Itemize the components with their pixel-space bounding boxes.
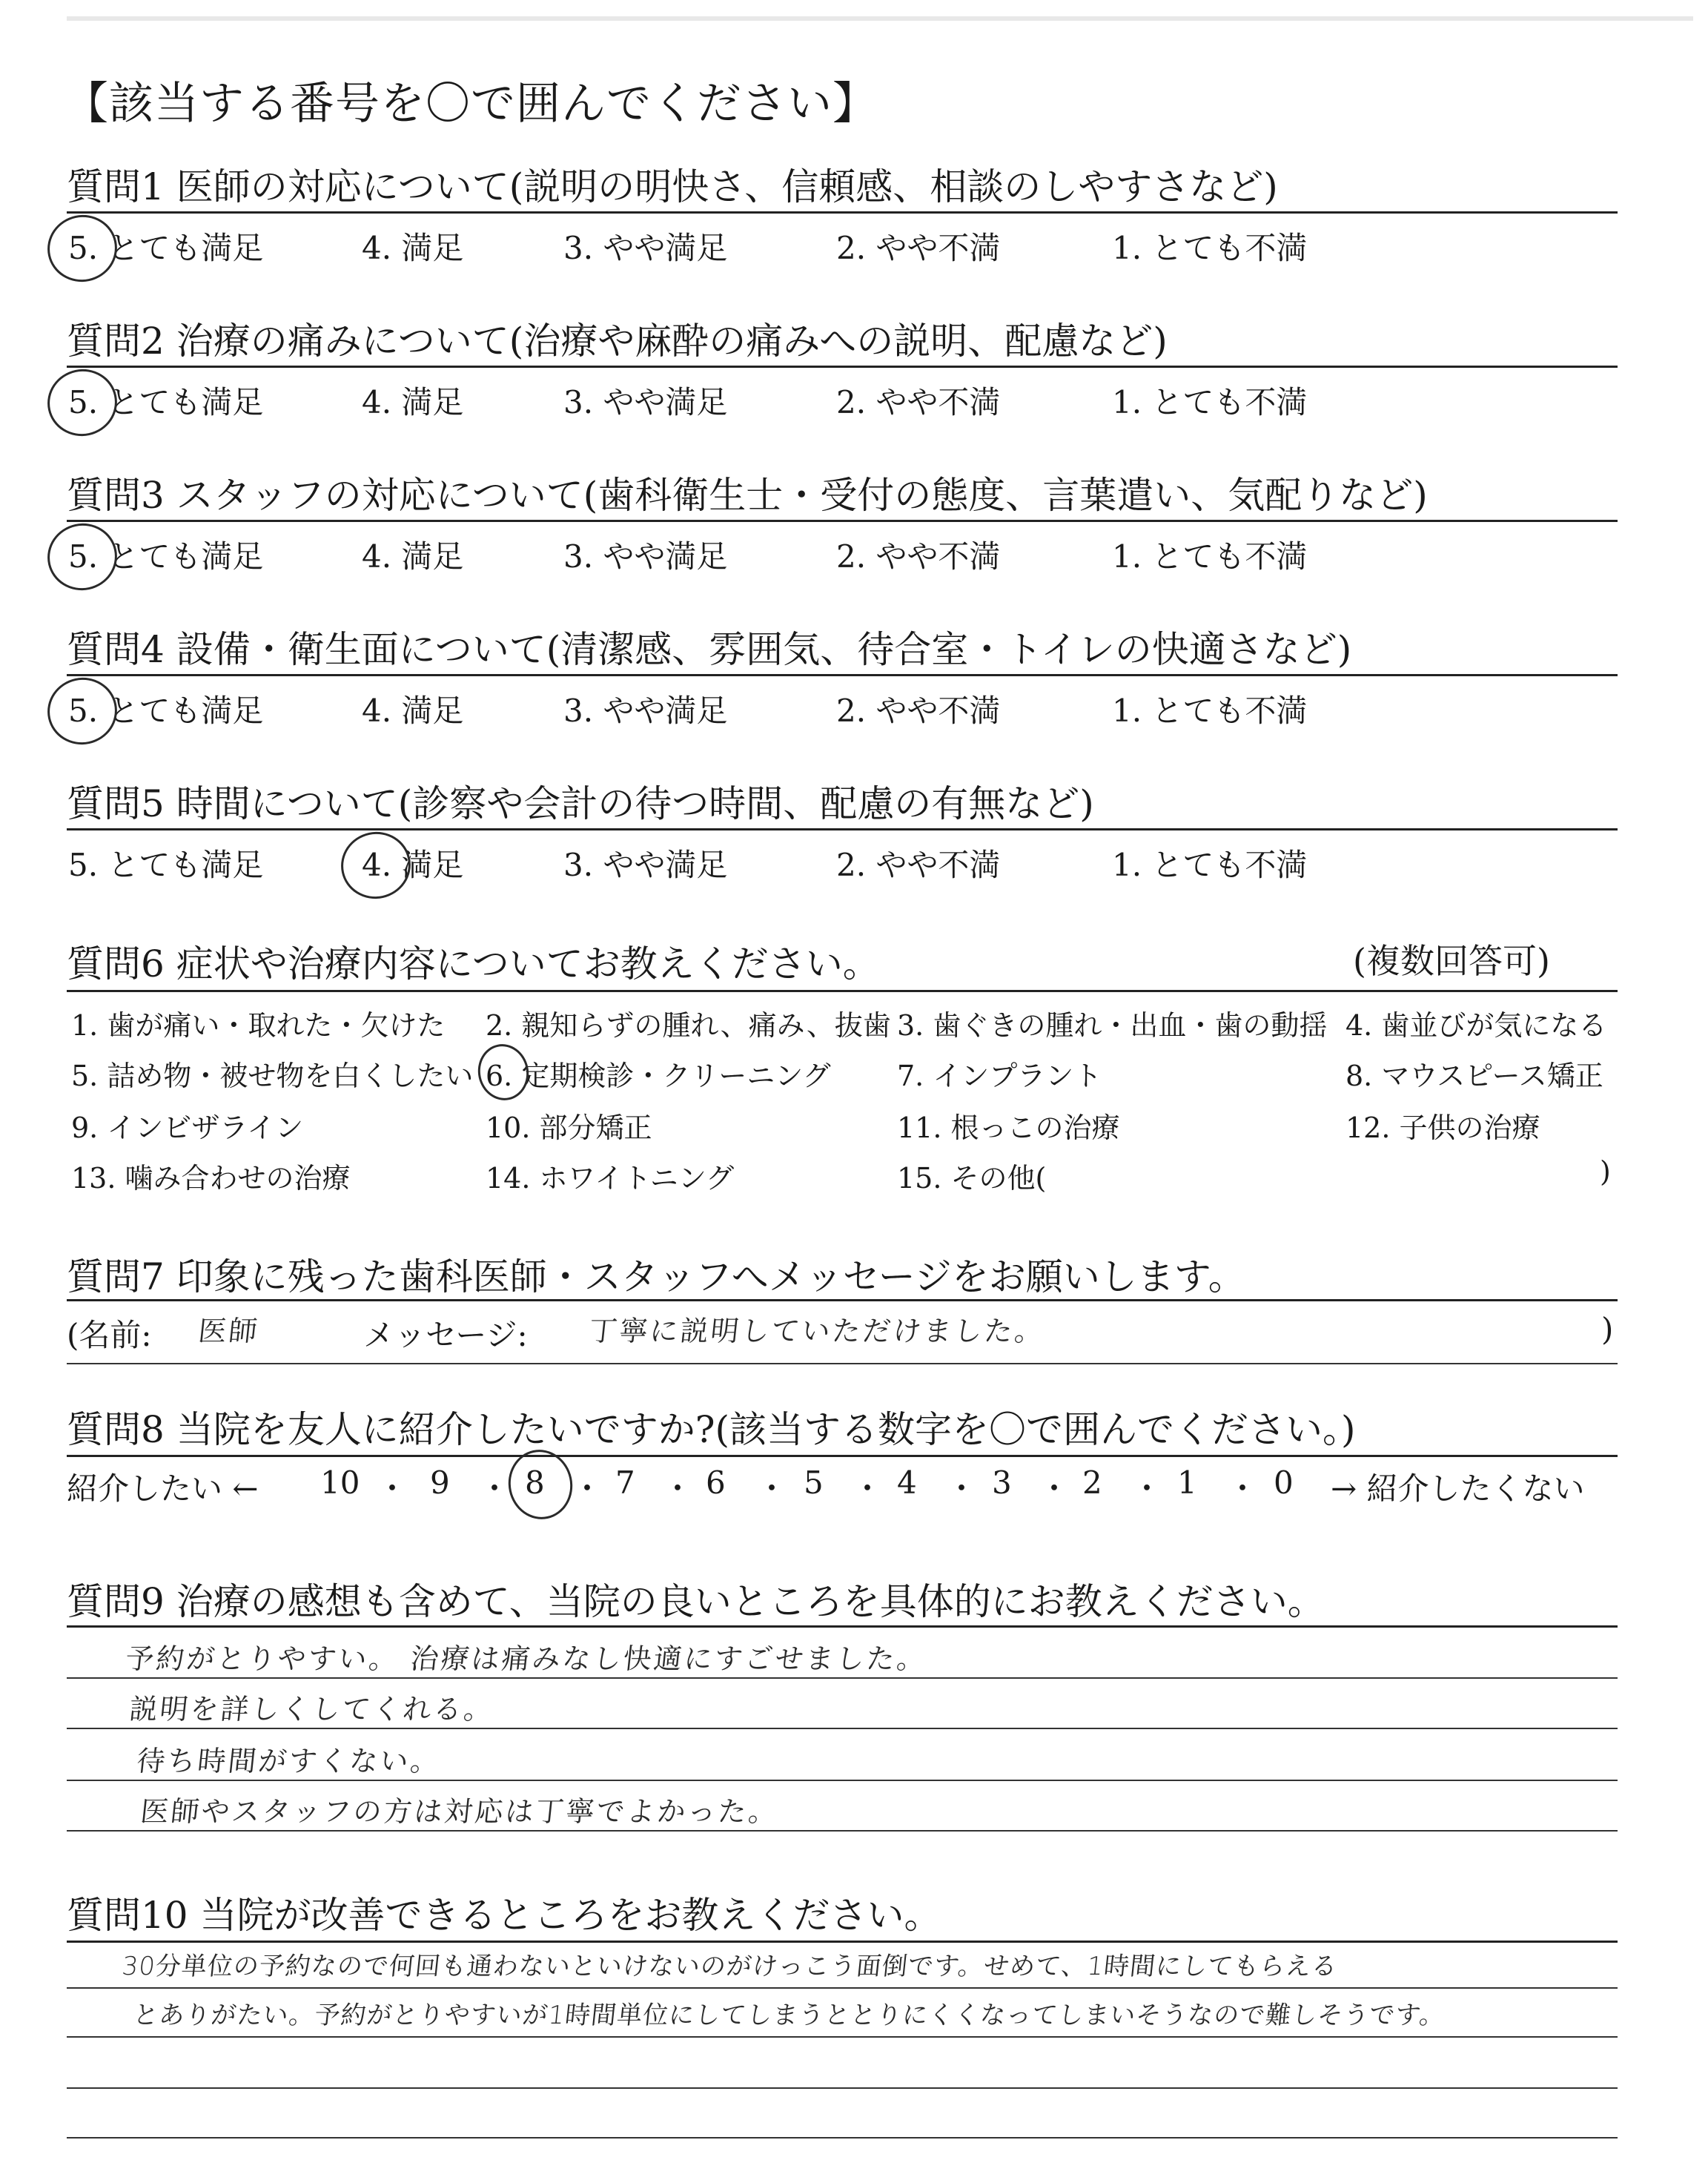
q9-answer-line: 医師やスタッフの方は対応は丁寧でよかった。 [139, 1795, 781, 1828]
q3-rule [67, 520, 1618, 522]
q5-selected-circle [335, 825, 417, 905]
q1-option-1[interactable]: 1. とても不満 [1112, 230, 1308, 266]
q4-option-1[interactable]: 1. とても不満 [1112, 693, 1308, 729]
q3-option-2[interactable]: 2. やや不満 [836, 538, 1001, 575]
q10-answer-line: とありがたい。予約がとりやすいが1時間単位にしてしまうととりにくくなってしまいそうなので難しそうです。 [131, 2001, 1447, 2030]
q9-answer-line: 説明を詳しくしてくれる。 [128, 1693, 496, 1725]
q4-option-3[interactable]: 3. やや満足 [563, 693, 728, 729]
q5-option-1[interactable]: 1. とても不満 [1112, 847, 1308, 883]
scan-top-edge [67, 16, 1693, 21]
q6-selected-circle [473, 1040, 534, 1105]
q9-writing-rule [67, 1780, 1618, 1781]
q5-option-4[interactable]: 4. 満足 [362, 847, 464, 883]
q6-option-13[interactable]: 13. 噛み合わせの治療 [71, 1162, 351, 1195]
q2-option-2[interactable]: 2. やや不満 [836, 384, 1001, 420]
q6-note: (複数回答可) [1353, 941, 1550, 981]
q3-title: 質問3 スタッフの対応について(歯科衛生士・受付の態度、言葉遣い、気配りなど) [67, 474, 1428, 517]
q6-title: 質問6 症状や治療内容についてお教えください。 [67, 942, 880, 985]
q6-option-6[interactable]: 6. 定期検診・クリーニング [486, 1060, 831, 1092]
q10-rule [67, 1941, 1618, 1943]
q8-scale-10[interactable]: 10 [320, 1464, 360, 1501]
q1-selected-circle [42, 208, 124, 288]
q6-option-4[interactable]: 4. 歯並びが気になる [1345, 1009, 1607, 1042]
q9-answer-line: 待ち時間がすくない。 [135, 1745, 443, 1777]
q4-selected-circle [42, 671, 124, 751]
q6-option-8[interactable]: 8. マウスピース矯正 [1345, 1060, 1603, 1092]
q8-separator-dot: ・ [479, 1470, 511, 1507]
q2-option-5[interactable]: 5. とても満足 [68, 384, 264, 420]
q5-option-5[interactable]: 5. とても満足 [68, 847, 264, 883]
page-header: 【該当する番号を〇で囲んでください】 [64, 78, 878, 130]
q6-option-7[interactable]: 7. インプラント [897, 1060, 1102, 1092]
q8-scale-7[interactable]: 7 [615, 1464, 635, 1501]
q8-scale-6[interactable]: 6 [706, 1464, 726, 1501]
q7-name-value[interactable]: 医師 [196, 1315, 261, 1347]
q3-option-5[interactable]: 5. とても満足 [68, 538, 264, 575]
q6-option-2[interactable]: 2. 親知らずの腫れ、痛み、抜歯 [486, 1009, 891, 1042]
q10-writing-rule [67, 2087, 1618, 2089]
q8-rule [67, 1455, 1618, 1457]
q4-option-2[interactable]: 2. やや不満 [836, 693, 1001, 729]
q3-option-4[interactable]: 4. 満足 [362, 538, 464, 575]
q7-rule [67, 1299, 1618, 1301]
q4-option-5[interactable]: 5. とても満足 [68, 693, 264, 729]
q6-option-11[interactable]: 11. 根っこの治療 [897, 1112, 1120, 1144]
q6-option-10[interactable]: 10. 部分矯正 [486, 1112, 652, 1144]
q9-rule [67, 1625, 1618, 1628]
q10-writing-rule [67, 2137, 1618, 2138]
q3-selected-circle [42, 517, 124, 597]
q2-option-1[interactable]: 1. とても不満 [1112, 384, 1308, 420]
q1-rule [67, 211, 1618, 214]
q7-message-value[interactable]: 丁寧に説明していただけました。 [587, 1315, 1047, 1347]
q5-rule [67, 828, 1618, 830]
q8-right-label: → 紹介したくない [1331, 1470, 1585, 1507]
q7-title: 質問7 印象に残った歯科医師・スタッフへメッセージをお願いします。 [67, 1255, 1245, 1298]
q1-option-2[interactable]: 2. やや不満 [836, 230, 1001, 266]
q4-rule [67, 674, 1618, 676]
q9-writing-rule [67, 1728, 1618, 1729]
q1-option-3[interactable]: 3. やや満足 [563, 230, 728, 266]
q2-title: 質問2 治療の痛みについて(治療や麻酔の痛みへの説明、配慮など) [67, 320, 1168, 363]
q8-scale-5[interactable]: 5 [804, 1464, 824, 1501]
q10-title: 質問10 当院が改善できるところをお教えください。 [67, 1894, 941, 1937]
q8-scale-3[interactable]: 3 [992, 1464, 1012, 1501]
q6-option-12[interactable]: 12. 子供の治療 [1345, 1112, 1540, 1144]
q6-option-9[interactable]: 9. インビザライン [71, 1112, 304, 1144]
q3-option-3[interactable]: 3. やや満足 [563, 538, 728, 575]
q5-title: 質問5 時間について(診察や会計の待つ時間、配慮の有無など) [67, 782, 1094, 825]
q6-option-1[interactable]: 1. 歯が痛い・取れた・欠けた [71, 1009, 446, 1042]
q7-name-label: (名前: [67, 1317, 152, 1353]
q8-scale-0[interactable]: 0 [1274, 1464, 1294, 1501]
q2-rule [67, 366, 1618, 368]
q2-selected-circle [42, 363, 124, 443]
q8-separator-dot: ・ [662, 1470, 694, 1507]
q10-writing-rule [67, 1987, 1618, 1989]
q5-option-3[interactable]: 3. やや満足 [563, 847, 728, 883]
q9-writing-rule [67, 1830, 1618, 1832]
q5-option-2[interactable]: 2. やや不満 [836, 847, 1001, 883]
q8-separator-dot: ・ [1227, 1470, 1259, 1507]
q3-option-1[interactable]: 1. とても不満 [1112, 538, 1308, 575]
q2-option-3[interactable]: 3. やや満足 [563, 384, 728, 420]
q8-scale-9[interactable]: 9 [430, 1464, 450, 1501]
q1-option-4[interactable]: 4. 満足 [362, 230, 464, 266]
q1-title: 質問1 医師の対応について(説明の明快さ、信頼感、相談のしやすさなど) [67, 165, 1278, 208]
q10-answer-line: 30分単位の予約なので何回も通わないといけないのがけっこう面倒です。せめて、1時間にしてもらえる [120, 1952, 1340, 1981]
q8-separator-dot: ・ [572, 1470, 603, 1507]
q7-close-paren: ) [1601, 1311, 1614, 1347]
q9-writing-rule [67, 1677, 1618, 1679]
q9-title: 質問9 治療の感想も含めて、当院の良いところを具体的にお教えください。 [67, 1580, 1325, 1623]
q6-rule [67, 990, 1618, 992]
q8-separator-dot: ・ [756, 1470, 788, 1507]
q6-option-15[interactable]: 15. その他( [897, 1162, 1047, 1195]
q10-writing-rule [67, 2036, 1618, 2038]
q8-scale-1[interactable]: 1 [1177, 1464, 1197, 1501]
q8-separator-dot: ・ [946, 1470, 978, 1507]
q6-option-16[interactable]: ) [1600, 1155, 1611, 1188]
q6-option-3[interactable]: 3. 歯ぐきの腫れ・出血・歯の動揺 [897, 1009, 1328, 1042]
q4-option-4[interactable]: 4. 満足 [362, 693, 464, 729]
q8-scale-2[interactable]: 2 [1082, 1464, 1102, 1501]
q4-title: 質問4 設備・衛生面について(清潔感、雰囲気、待合室・トイレの快適さなど) [67, 628, 1352, 671]
q8-left-label: 紹介したい ← [67, 1470, 259, 1507]
q8-separator-dot: ・ [1131, 1470, 1163, 1507]
q7-message-label: メッセージ: [363, 1317, 528, 1353]
q6-option-5[interactable]: 5. 詰め物・被せ物を白くしたい [71, 1060, 474, 1092]
q9-answer-line: 予約がとりやすい。 治療は痛みなし快適にすごせました。 [124, 1642, 930, 1675]
q2-option-4[interactable]: 4. 満足 [362, 384, 464, 420]
q8-scale-8[interactable]: 8 [525, 1464, 545, 1501]
q1-option-5[interactable]: 5. とても満足 [68, 230, 264, 266]
q8-title: 質問8 当院を友人に紹介したいですか?(該当する数字を〇で囲んでください。) [67, 1408, 1356, 1451]
q8-scale-4[interactable]: 4 [897, 1464, 917, 1501]
q8-separator-dot: ・ [1039, 1470, 1070, 1507]
q8-separator-dot: ・ [852, 1470, 884, 1507]
q8-separator-dot: ・ [377, 1470, 408, 1507]
q6-option-14[interactable]: 14. ホワイトニング [486, 1162, 735, 1195]
q7-bottom-rule [67, 1363, 1618, 1364]
